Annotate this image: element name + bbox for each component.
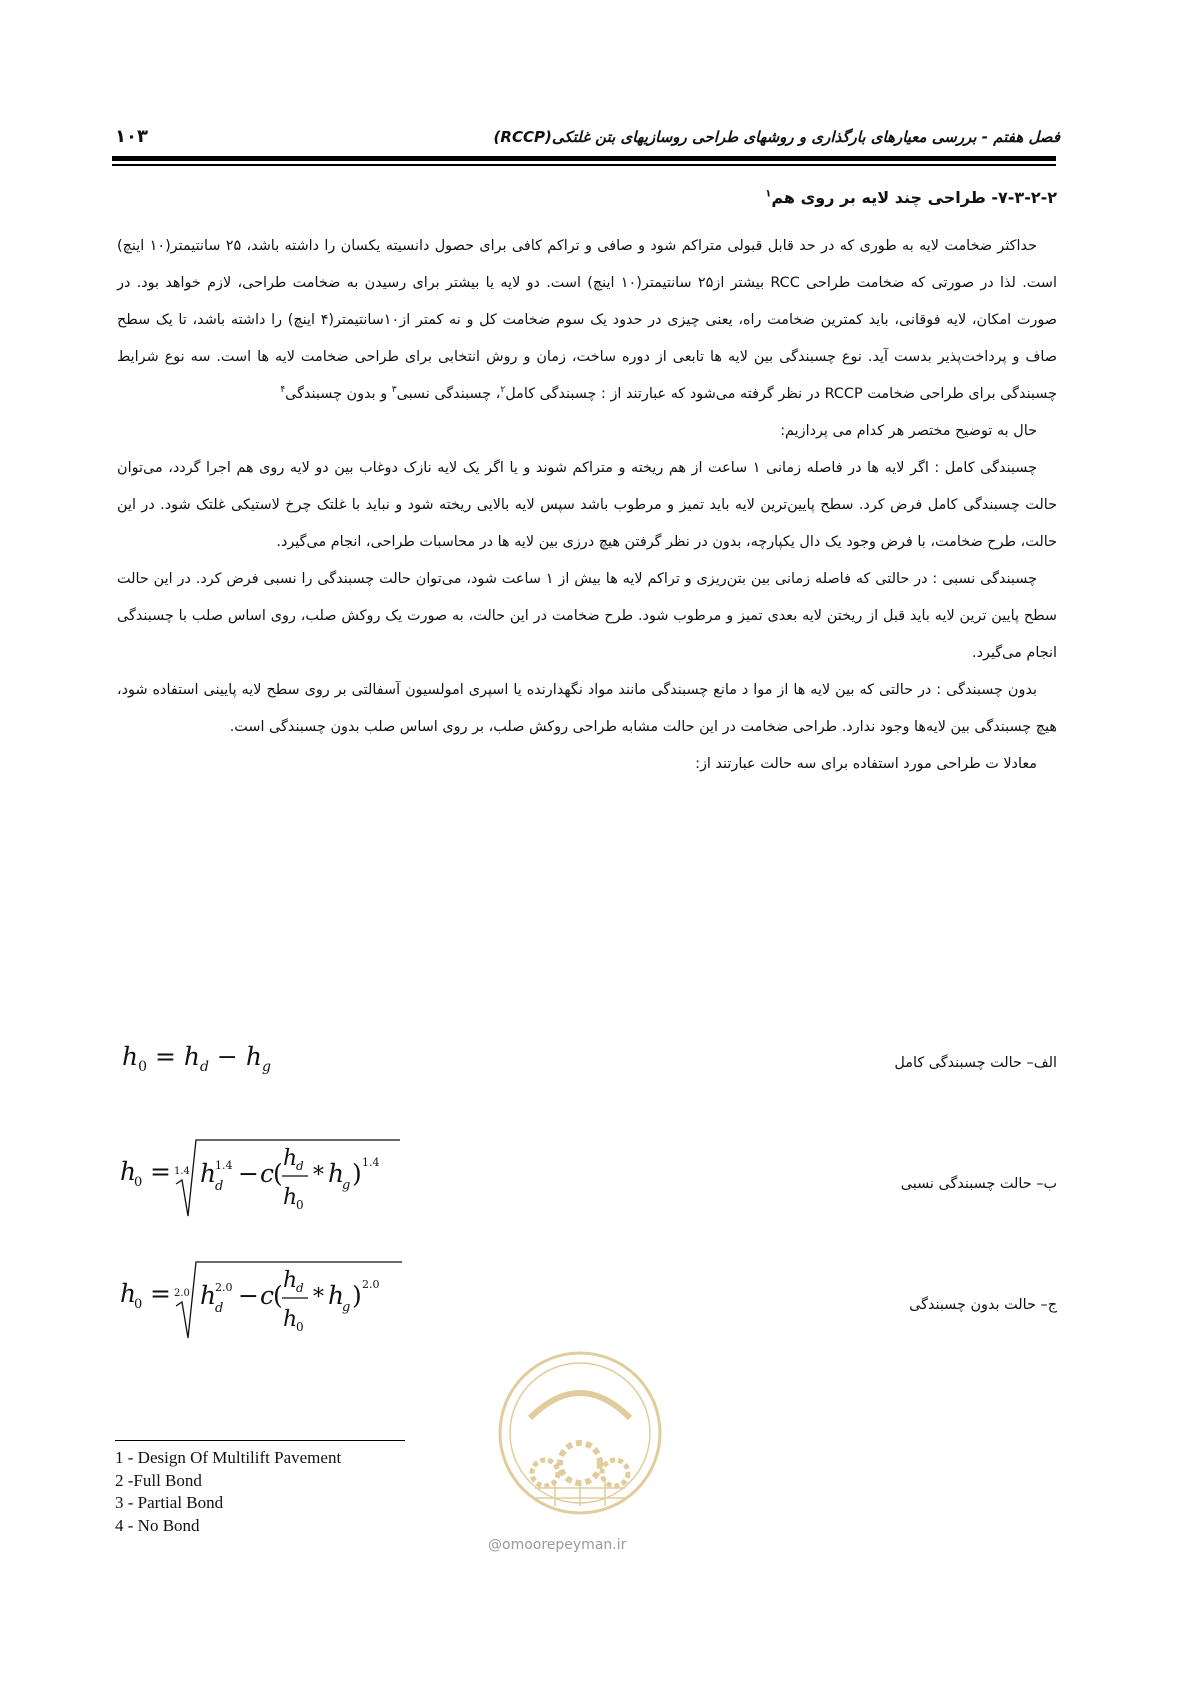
- formula-c-root-index: 2.0: [174, 1288, 190, 1299]
- formula-a-sub0: 0: [138, 1059, 148, 1075]
- formula-a-subg: g: [261, 1059, 271, 1075]
- paragraph-layer-thickness-text: حداکثر ضخامت لایه به طوری که در حد قابل قبولی متراکم شود و صافی و تراکم کافی برای حصول دانسیته یکسان را داشته باشد، ۲۵ سانتیمتر(۱۰ اینچ) است. لذا در صورتی که ضخامت طراحی RCC بیشتر از۲۵ سانتیمتر(۱۰ اینچ) است. دو لایه یا بیشتر برای رسیدن به ضخامت طراحی، لازم خواهد بود. در صورت امکان، لایه فوقانی، باید کمترین ضخامت راه، یعنی چیزی در حدود یک سوم ضخامت کل و نه کمتر از۱۰سانتیمتر(۴ اینچ) را داشته باشد، تا یک سطح صاف و پرداخت‌پذیر بدست آید. نوع چسبندگی بین لایه ها تابعی از دوره ساخت، زمان و روش انتخابی برای طراحی ضخامت لایه ها است. سه نوع شرایط چسبندگی برای طراحی ضخامت RCCP در نظر گرفته می‌شود که عبارتند از : چسبندگی کامل: [117, 238, 1058, 402]
- formula-c-c: c: [260, 1281, 275, 1310]
- case-a-label: الف– حالت چسبندگی کامل: [894, 1055, 1057, 1071]
- formula-c-frac-num-d: d: [296, 1281, 304, 1295]
- footnotes: [115, 1447, 341, 1537]
- formula-b-root-index: 1.4: [174, 1166, 190, 1177]
- formula-b-exp-hd: 1.4: [215, 1159, 233, 1172]
- svg-text:(: (: [273, 1159, 283, 1188]
- footnote-ref-1: ۱: [765, 188, 772, 200]
- formula-a-hg: h: [245, 1042, 262, 1071]
- paragraph-layer-thickness: [117, 228, 1057, 413]
- formula-c-frac-den-h: h: [283, 1307, 298, 1332]
- formula-c-frac-num-h: h: [283, 1268, 298, 1293]
- header-rule-thick: [112, 156, 1056, 161]
- paragraph-full-bond: چسبندگی کامل : اگر لایه ها در فاصله زمانی ۱ ساعت از هم ریخته و متراکم شوند و یا اگر یک لایه نازک دوغاب بین دو لایه روی هم اجرا گردد، می‌توان حالت چسبندگی کامل فرض کرد. سطح پایین‌ترین لایه باید تمیز و مرطوب باشد سپس لایه بالایی ریخته شود و نباید با غلتک چرخ لاستیکی غلتک شود. در این حالت، طرح ضخامت، با فرض وجود یک دال یکپارچه، بدون در نظر گرفتن هیچ درزی بین لایه ها در محاسبات طراحی، انجام می‌گیرد.: [117, 460, 1057, 550]
- svg-text:): ): [352, 1159, 362, 1188]
- formula-c-star: *: [313, 1285, 324, 1310]
- formula-b-hd: h: [200, 1159, 217, 1188]
- formula-b-frac-den-h: h: [283, 1185, 298, 1210]
- footnote-ref-3: ۳: [391, 385, 397, 396]
- formula-c-subg: g: [342, 1300, 351, 1315]
- formula-b-sub0: 0: [134, 1175, 143, 1190]
- formula-c-eq: =: [150, 1279, 171, 1308]
- footnote-4: 4 - No Bond: [115, 1515, 200, 1535]
- case-c-label: ج– حالت بدون چسبندگی: [909, 1297, 1057, 1313]
- paragraph-equations-intro: معادلا ت طراحی مورد استفاده برای سه حالت عبارتند از:: [695, 756, 1037, 772]
- formula-b-eq: =: [150, 1157, 171, 1186]
- watermark-logo-icon: [495, 1348, 665, 1518]
- paragraph-no-bond-mention: و بدون چسبندگی: [285, 386, 392, 402]
- formula-partial-bond: [120, 1128, 420, 1224]
- header-rule-thin: [112, 164, 1056, 166]
- formula-a-eq: =: [154, 1042, 176, 1071]
- body-text: [117, 228, 1057, 783]
- formula-a-subd: d: [200, 1059, 209, 1075]
- svg-text:(: (: [273, 1281, 283, 1310]
- svg-text:): ): [352, 1281, 362, 1310]
- footnote-rule: [115, 1440, 405, 1441]
- formula-b-frac-num-h: h: [283, 1146, 298, 1171]
- page-number: ۱۰۳: [115, 126, 148, 147]
- formula-c-minus: −: [238, 1281, 259, 1310]
- formula-b-hg: h: [328, 1159, 345, 1188]
- formula-b-minus: −: [238, 1159, 259, 1188]
- formula-c-h0: h: [120, 1279, 137, 1308]
- formula-a-minus: −: [216, 1042, 238, 1071]
- formula-c-exp-hd: 2.0: [215, 1281, 233, 1294]
- footnote-2: 2 -Full Bond: [115, 1470, 202, 1490]
- formula-b-frac-num-d: d: [296, 1159, 304, 1173]
- paragraph-partial-bond: چسبندگی نسبی : در حالتی که فاصله زمانی بین بتن‌ریزی و تراکم لایه ها بیش از ۱ ساعت شود، می‌توان حالت چسبندگی را نسبی فرض کرد. در این حالت سطح پایین ترین لایه باید قبل از ریختن لایه بعدی تمیز و مرطوب شود. طرح ضخامت در این حالت، به صورت یک روکش صلب، روی اساس صلب با چسبندگی انجام می‌گیرد.: [117, 571, 1057, 661]
- formula-no-bond: [120, 1250, 420, 1346]
- formula-b-exp: 1.4: [362, 1156, 380, 1169]
- footnote-1: 1 - Design Of Multilift Pavement: [115, 1448, 342, 1467]
- footnote-3: 3 - Partial Bond: [115, 1493, 224, 1512]
- formula-a-h: h: [122, 1042, 139, 1071]
- section-heading-text: ۷-۳-۲-۲- طراحی چند لایه بر روی هم: [771, 188, 1057, 207]
- formula-c-exp: 2.0: [362, 1278, 380, 1291]
- formula-b-star: *: [313, 1163, 324, 1188]
- formula-c-sub0: 0: [134, 1297, 143, 1312]
- paragraph-no-bond: بدون چسبندگی : در حالتی که بین لایه ها از موا د مانع چسبندگی مانند مواد نگهدارنده یا اسپری امولسیون آسفالتی بر روی سطح لایه پایینی استفاده شود، هیچ چسبندگی بین لایه‌ها وجود ندارد. طراحی ضخامت در این حالت مشابه طراحی روکش صلب، بر روی اساس صلب بدون چسبندگی است.: [117, 682, 1057, 735]
- formula-c-hd: h: [200, 1281, 217, 1310]
- formula-c-subd: d: [215, 1301, 224, 1316]
- paragraph-intro: حال به توضیح مختصر هر کدام می پردازیم:: [780, 423, 1037, 439]
- formula-c-frac-den-0: 0: [296, 1320, 304, 1334]
- formula-b-frac-den-0: 0: [296, 1198, 304, 1212]
- footnote-ref-4: ۴: [280, 385, 286, 396]
- formula-c-hg: h: [328, 1281, 345, 1310]
- formula-b-subd: d: [215, 1179, 224, 1194]
- watermark-url: @omoorepeyman.ir: [488, 1537, 627, 1553]
- footnote-ref-2: ۲: [500, 385, 506, 396]
- paragraph-partial-bond-mention: ، چسبندگی نسبی: [396, 386, 501, 402]
- section-heading: [765, 188, 1057, 207]
- running-header-title: فصل هفتم - بررسی معیارهای بارگذاری و روشهای طراحی روسازیهای بتن غلتکی(RCCP): [493, 128, 1060, 146]
- formula-b-h0: h: [120, 1157, 137, 1186]
- formula-b-c: c: [260, 1159, 275, 1188]
- formula-a-hd: h: [183, 1042, 200, 1071]
- case-b-label: ب– حالت چسبندگی نسبی: [900, 1176, 1057, 1192]
- formula-b-subg: g: [342, 1178, 351, 1193]
- formula-full-bond: [122, 1042, 271, 1075]
